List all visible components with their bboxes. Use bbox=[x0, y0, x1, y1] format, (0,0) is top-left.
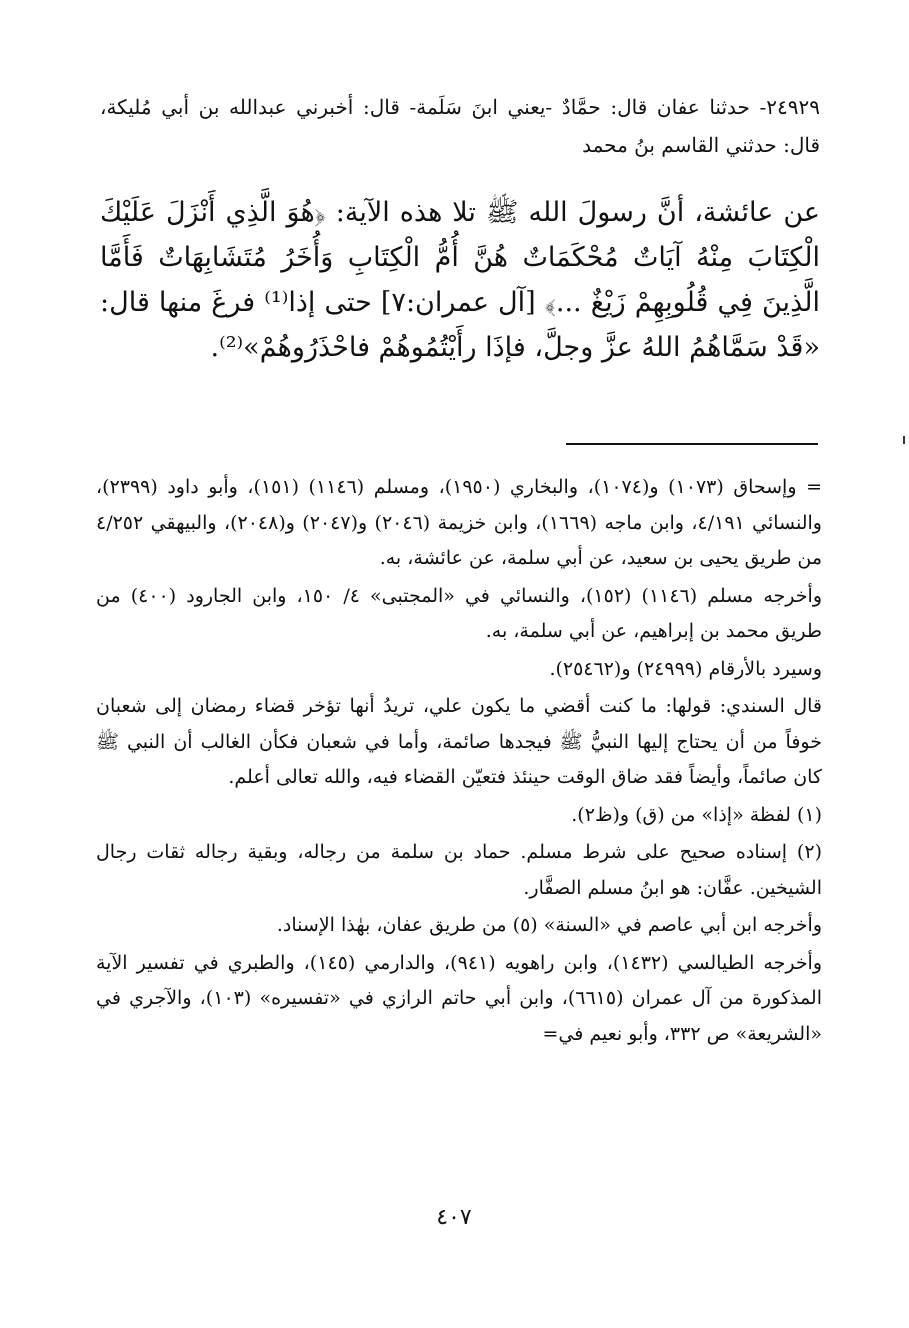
hadith-isnad: ٢٤٩٢٩- حدثنا عفان قال: حمَّادٌ -يعني ابنَ سَلَمة- قال: أخبرني عبدالله بن أبي مُليكة، قال: حدثني القاسم بنُ محمد bbox=[100, 95, 820, 157]
page-number: ٤٠٧ bbox=[436, 1205, 472, 1230]
footnote-1: (١) لفظة «إذا» من (ق) و(ظ٢). bbox=[571, 803, 822, 826]
margin-mark bbox=[903, 436, 905, 444]
footnote-paragraph: وسيرد بالأرقام (٢٤٩٩٩) و(٢٥٤٦٢). bbox=[549, 657, 822, 680]
footnote-2: (٢) إسناده صحيح على شرط مسلم. حماد بن سلمة من رجاله، وبقية رجاله ثقات رجال الشيخين. عفَّان: هو ابنُ مسلم الصفَّار. bbox=[96, 841, 822, 899]
footnote-paragraph: وأخرجه ابن أبي عاصم في «السنة» (٥) من طريق عفان، بهٰذا الإسناد. bbox=[276, 914, 822, 936]
footnotes bbox=[96, 470, 822, 1054]
footnote-paragraph: وأخرجه الطيالسي (١٤٣٢)، وابن راهويه (٩٤١)، والدارمي (١٤٥)، والطبري في تفسير الآية المذكورة من آل عمران (٦٦١٥)، وابن أبي حاتم الرازي في «تفسيره» (١٠٣)، والآجري في «الشريعة» ص ٣٣٢، وأبو نعيم في= bbox=[96, 951, 823, 1045]
footnote-separator bbox=[566, 443, 818, 445]
footnote-continuation: = وإسحاق (١٠٧٣) و(١٠٧٤)، والبخاري (١٩٥٠)، ومسلم (١١٤٦) (١٥١)، وأبو داود (٢٣٩٩)، والنسائي ٤/١٩١، وابن ماجه (١٦٦٩)، وابن خزيمة (٢٠٤٦) و(٢٠٤٧) و(٢٠٤٨)، والبيهقي ٤/٢٥٢ من طريق يحيى بن سعيد، عن أبي سلمة، عن عائشة، به. bbox=[96, 476, 822, 569]
footnote-paragraph: قال السندي: قولها: ما كنت أقضي ما يكون علي، تريدُ أنها تؤخر قضاء رمضان إلى شعبان خوفاً من أن يحتاج إليها النبيُّ ﷺ فيجدها صائمة، وأما في شعبان فكأن الغالب أن النبي ﷺ كان صائماً، وأيضاً فقد ضاق الوقت حينئذ فتعيّن القضاء فيه، والله تعالى أعلم. bbox=[96, 695, 822, 788]
hadith-matn: عن عائشة، أنَّ رسولَ الله ﷺ تلا هذه الآية: ﴿هُوَ الَّذِي أَنْزَلَ عَلَيْكَ الْكِتَابَ مِنْهُ آيَاتٌ مُحْكَمَاتٌ هُنَّ أُمُّ الْكِتَابِ وَأُخَرُ مُتَشَابِهَاتٌ فَأَمَّا الَّذِينَ فِي قُلُوبِهِمْ زَيْغٌ ...﴾ [آل عمران:٧] حتى إذا⁽¹⁾ فرغَ منها قال: «قَدْ سَمَّاهُمُ اللهُ عزَّ وجلَّ، فإذَا رأَيْتُمُوهُمْ فاحْذَرُوهُمْ»⁽²⁾. bbox=[100, 197, 820, 363]
footnote-paragraph: وأخرجه مسلم (١١٤٦) (١٥٢)، والنسائي في «المجتبى» ٤/ ١٥٠، وابن الجارود (٤٠٠) من طريق محمد بن إبراهيم، عن أبي سلمة، به. bbox=[96, 584, 822, 642]
